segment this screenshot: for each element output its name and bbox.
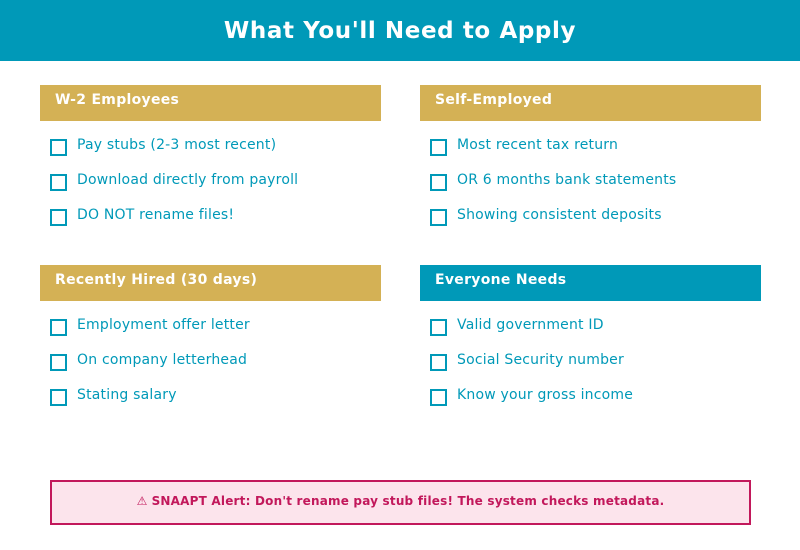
checklist-item-download-payroll[interactable] <box>50 170 298 190</box>
section-header-self-employed <box>420 85 761 121</box>
checklist-item-tax-return[interactable] <box>430 135 618 155</box>
section-title: Self-Employed <box>435 92 553 108</box>
checklist-item-government-id[interactable] <box>430 315 604 335</box>
checkbox[interactable] <box>50 209 67 226</box>
section-header-recently-hired <box>40 265 381 301</box>
section-w2-employees <box>40 85 381 225</box>
checklist-item-label: Valid government ID <box>457 317 604 333</box>
alert-text: SNAAPT Alert: Don't rename pay stub files! The system checks metadata. <box>151 493 665 508</box>
checklist-item-label: DO NOT rename files! <box>77 207 235 223</box>
section-self-employed <box>420 85 761 225</box>
checkbox[interactable] <box>430 139 447 156</box>
checklist-item-label: OR 6 months bank statements <box>457 172 677 188</box>
checkbox[interactable] <box>50 389 67 406</box>
section-header-everyone-needs <box>420 265 761 301</box>
checklist-item-salary[interactable] <box>50 385 177 405</box>
checklist-item-ssn[interactable] <box>430 350 624 370</box>
checklist-item-label: Know your gross income <box>457 387 634 403</box>
checklist-item-letterhead[interactable] <box>50 350 247 370</box>
checklist-item-label: Social Security number <box>457 352 624 368</box>
checklist-item-bank-statements[interactable] <box>430 170 676 190</box>
checkbox[interactable] <box>50 354 67 371</box>
section-recently-hired <box>40 265 381 405</box>
checkbox[interactable] <box>430 354 447 371</box>
checklist-item-pay-stubs[interactable] <box>50 135 276 155</box>
checkbox[interactable] <box>430 319 447 336</box>
checklist-item-gross-income[interactable] <box>430 385 633 405</box>
checkbox[interactable] <box>430 174 447 191</box>
checklist-item-offer-letter[interactable] <box>50 315 250 335</box>
checkbox[interactable] <box>430 389 447 406</box>
page-title: What You'll Need to Apply <box>223 17 577 44</box>
checklist-item-do-not-rename[interactable] <box>50 205 234 225</box>
alert-banner <box>50 480 751 525</box>
header-bar <box>0 0 800 61</box>
alert-message <box>137 494 665 508</box>
checklist-item-label: Most recent tax return <box>457 137 619 153</box>
checklist-item-label: Stating salary <box>77 387 177 403</box>
checklist-item-consistent-deposits[interactable] <box>430 205 662 225</box>
warning-icon: ⚠ <box>136 493 148 508</box>
checklist-item-label: Download directly from payroll <box>77 172 299 188</box>
section-everyone-needs <box>420 265 761 405</box>
checkbox[interactable] <box>50 319 67 336</box>
section-header-w2-employees <box>40 85 381 121</box>
checklist-item-label: On company letterhead <box>77 352 248 368</box>
checkbox[interactable] <box>50 174 67 191</box>
section-title: Everyone Needs <box>435 272 567 288</box>
checkbox[interactable] <box>430 209 447 226</box>
section-title: W-2 Employees <box>55 92 180 108</box>
checklist-item-label: Employment offer letter <box>77 317 250 333</box>
checklist-item-label: Showing consistent deposits <box>457 207 662 223</box>
section-title: Recently Hired (30 days) <box>55 272 258 288</box>
checkbox[interactable] <box>50 139 67 156</box>
checklist-item-label: Pay stubs (2-3 most recent) <box>77 137 277 153</box>
